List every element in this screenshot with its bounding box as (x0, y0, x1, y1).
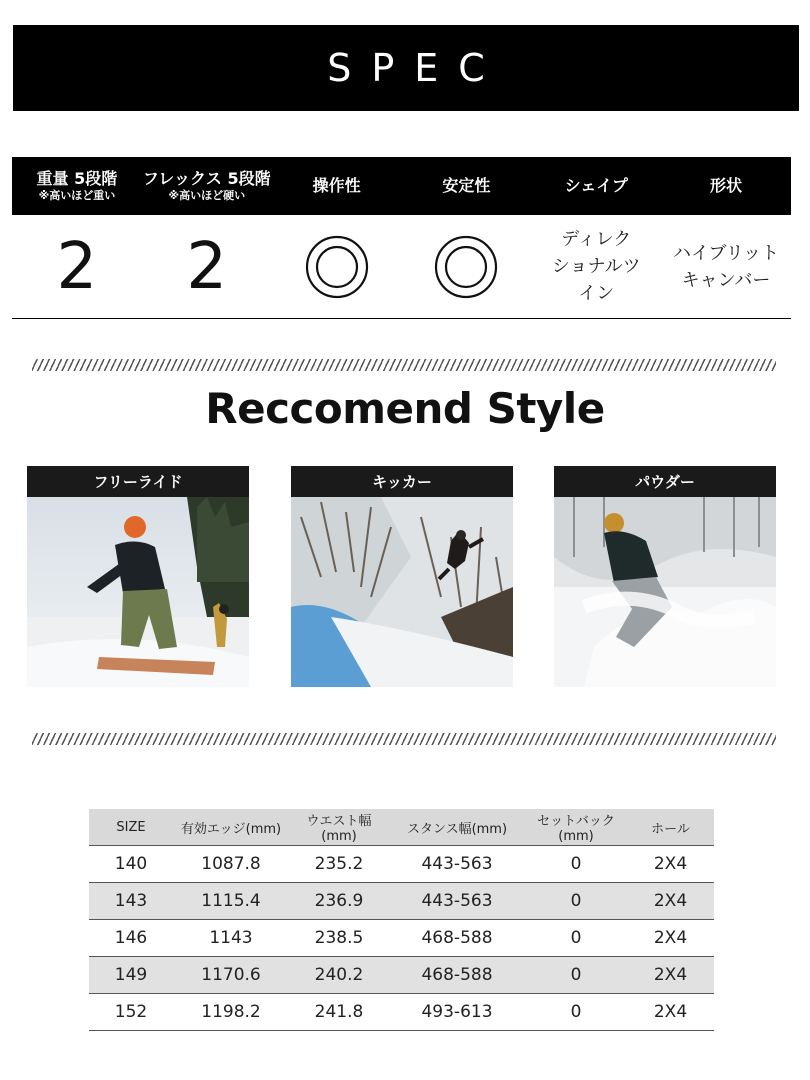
size-table-header-row (89, 809, 714, 846)
spec-header-camber: 形状 (710, 176, 743, 195)
style-label: パウダー (554, 466, 776, 497)
size-table (89, 809, 714, 1031)
spec-shape-value: ディレク ショナルツ イン (551, 229, 641, 304)
col-setback: セットバック(mm) (525, 809, 627, 846)
kicker-photo (291, 497, 513, 687)
col-hole: ホール (627, 809, 714, 846)
freeride-photo (27, 497, 249, 687)
col-stance-width: スタンス幅(mm) (389, 809, 525, 846)
table-row: 140 1087.8 235.2 443-563 0 2X4 (89, 846, 714, 883)
hatch-divider (32, 733, 776, 745)
recommend-style-title: Reccomend Style (205, 384, 605, 433)
double-circle-icon (304, 234, 370, 300)
spec-handling-value (272, 215, 402, 318)
spec-header-weight: 重量 5段階 ※高いほど重い (36, 169, 118, 202)
spec-camber-value: ハイブリット キャンバー (673, 242, 780, 291)
style-card-freeride (27, 466, 249, 687)
col-waist-width: ウエスト幅(mm) (289, 809, 389, 846)
spec-stability-value (401, 215, 531, 318)
style-card-powder (554, 466, 776, 687)
style-label: キッカー (291, 466, 513, 497)
powder-photo (554, 497, 776, 687)
spec-banner (13, 25, 799, 111)
spec-header-flex: フレックス 5段階 ※高いほど硬い (142, 169, 271, 202)
spec-header-handling: 操作性 (312, 176, 361, 195)
spec-header-stability: 安定性 (442, 176, 491, 195)
spec-header-shape: シェイプ (564, 176, 628, 195)
spec-header-row (12, 157, 791, 215)
table-row: 143 1115.4 236.9 443-563 0 2X4 (89, 883, 714, 920)
col-effective-edge: 有効エッジ(mm) (173, 809, 289, 846)
double-circle-icon (433, 234, 499, 300)
spec-weight-value: 2 (56, 229, 98, 304)
style-label: フリーライド (27, 466, 249, 497)
table-row: 146 1143 238.5 468-588 0 2X4 (89, 920, 714, 957)
col-size: SIZE (89, 809, 173, 846)
spec-title: SPEC (327, 46, 505, 90)
spec-values-row (12, 215, 791, 319)
hatch-divider (32, 359, 776, 371)
table-row: 152 1198.2 241.8 493-613 0 2X4 (89, 994, 714, 1031)
table-row: 149 1170.6 240.2 468-588 0 2X4 (89, 957, 714, 994)
spec-flex-value: 2 (186, 229, 228, 304)
style-card-kicker (291, 466, 513, 687)
